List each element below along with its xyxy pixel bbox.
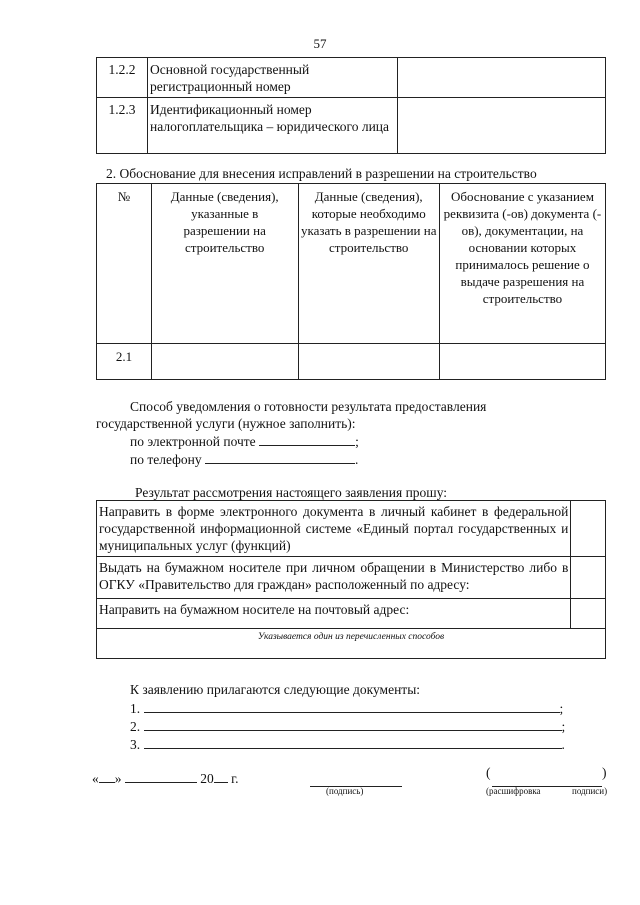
row-number: 2.1 xyxy=(97,344,152,380)
attachment-number: 2. xyxy=(130,719,141,734)
phone-row xyxy=(130,451,358,468)
attachment-field-3[interactable] xyxy=(144,748,562,749)
notification-line-1: Способ уведомления о готовности результата предоставления xyxy=(130,399,487,414)
table-row xyxy=(97,599,606,629)
current-data-cell[interactable] xyxy=(151,344,298,380)
attachments-heading: К заявлению прилагаются следующие документы: xyxy=(130,682,421,697)
result-heading: Результат рассмотрения настоящего заявления прошу: xyxy=(135,485,448,500)
email-row xyxy=(130,433,359,450)
attachment-field-2[interactable] xyxy=(144,730,562,731)
attachment-item xyxy=(130,718,565,735)
decoding-caption-1: (расшифровка xyxy=(486,786,541,796)
notification-line-2: государственной услуги (нужное заполнить): xyxy=(96,416,356,431)
table-row xyxy=(97,629,606,659)
table-row xyxy=(97,344,606,380)
signature-decoding-paren-close: ) xyxy=(602,765,607,780)
table-row xyxy=(97,98,606,154)
new-data-cell[interactable] xyxy=(298,344,439,380)
header-number: № xyxy=(97,184,152,344)
option-mail: Направить на бумажном носителе на почтовый адрес: xyxy=(97,599,571,629)
phone-label: по телефону xyxy=(130,452,202,467)
table-header-row xyxy=(97,184,606,344)
attachment-field-1[interactable] xyxy=(144,712,560,713)
attachment-item xyxy=(130,736,565,753)
option-electronic: Направить в форме электронного документа в личный кабинет в федеральной государственной информационной системе «Единый портал государственных и муниципальных услуг (функций) xyxy=(97,501,571,557)
options-note: Указывается один из перечисленных способов xyxy=(97,629,606,659)
day-field[interactable] xyxy=(99,782,115,783)
result-options-table xyxy=(96,500,606,659)
header-new-data: Данные (сведения), которые необходимо указать в разрешении на строительство xyxy=(298,184,439,344)
option-in-person-checkbox[interactable] xyxy=(571,557,606,599)
table-row xyxy=(97,58,606,98)
option-in-person: Выдать на бумажном носителе при личном обращении в Министерство либо в ОГКУ «Правительство для граждан» расположенный по адресу: xyxy=(97,557,571,599)
row-number: 1.2.2 xyxy=(97,58,148,98)
date-quote-close: » xyxy=(114,771,122,786)
phone-field[interactable] xyxy=(205,463,355,464)
row-label: Основной государственный регистрационный номер xyxy=(148,58,398,98)
attachment-end: ; xyxy=(561,719,566,734)
row-number: 1.2.3 xyxy=(97,98,148,154)
year-prefix: 20 xyxy=(200,771,214,786)
header-current-data: Данные (сведения), указанные в разрешении на строительство xyxy=(151,184,298,344)
header-justification: Обоснование с указанием реквизита (-ов) документа (-ов), документации, на основании которых принималось решение о выдаче разрешения на строительство xyxy=(439,184,605,344)
table-row xyxy=(97,557,606,599)
attachment-end: . xyxy=(561,737,565,752)
email-label: по электронной почте xyxy=(130,434,256,449)
year-field[interactable] xyxy=(214,782,228,783)
page-number: 57 xyxy=(313,36,327,51)
corrections-table xyxy=(96,183,606,380)
date-quote-open: « xyxy=(92,771,99,786)
attachment-number: 1. xyxy=(130,701,141,716)
attachment-number: 3. xyxy=(130,737,141,752)
attachment-item xyxy=(130,700,563,717)
option-electronic-checkbox[interactable] xyxy=(571,501,606,557)
justification-cell[interactable] xyxy=(439,344,605,380)
ogrn-value-cell[interactable] xyxy=(398,58,606,98)
option-mail-checkbox[interactable] xyxy=(571,599,606,629)
section-2-heading: 2. Обоснование для внесения исправлений в разрешении на строительство xyxy=(106,166,537,181)
signature-caption: (подпись) xyxy=(326,786,364,796)
applicant-details-table xyxy=(96,57,606,154)
attachment-end: ; xyxy=(559,701,564,716)
phone-end: . xyxy=(354,452,359,467)
decoding-caption-2: подписи) xyxy=(572,786,608,796)
table-row xyxy=(97,501,606,557)
email-field[interactable] xyxy=(259,445,355,446)
year-suffix: г. xyxy=(231,771,239,786)
row-label: Идентификационный номер налогоплательщика – юридического лица xyxy=(148,98,398,154)
inn-value-cell[interactable] xyxy=(398,98,606,154)
date-row xyxy=(92,770,239,787)
signature-decoding-paren-open: ( xyxy=(486,765,491,780)
month-field[interactable] xyxy=(125,782,197,783)
email-end: ; xyxy=(355,434,359,449)
